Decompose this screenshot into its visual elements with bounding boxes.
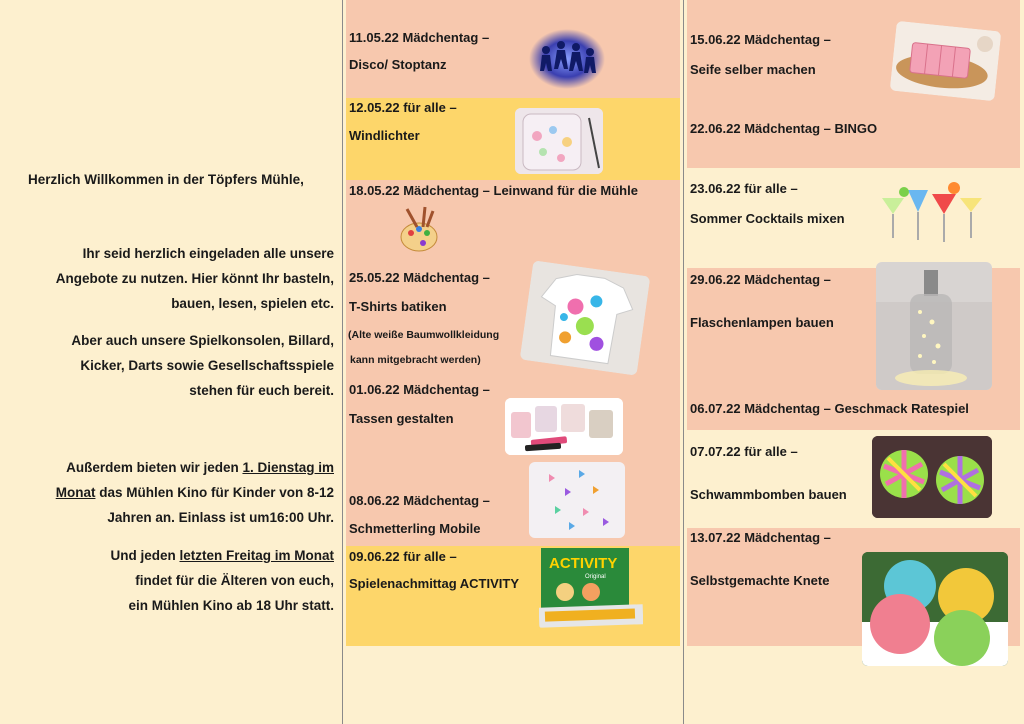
event-band-pink [346, 0, 680, 98]
kino-older-line3: ein Mühlen Kino ab 18 Uhr statt. [128, 598, 334, 613]
event-date: 13.07.22 Mädchentag – [690, 530, 831, 545]
activity-sub: Original [585, 574, 606, 580]
event-title: Seife selber machen [690, 62, 816, 77]
event-date: 08.06.22 Mädchentag – [349, 493, 490, 508]
event-date: 12.05.22 für alle – [349, 100, 457, 115]
event-title: T-Shirts batiken [349, 299, 447, 314]
right-panel [684, 0, 1024, 724]
welcome-title: Herzlich Willkommen in der Töpfers Mühle, [28, 172, 304, 187]
paint-palette-icon [397, 203, 443, 259]
consoles-line: stehen für euch bereit. [189, 383, 334, 398]
event-date: 11.05.22 Mädchentag – [349, 30, 490, 45]
event-date: 23.06.22 für alle – [690, 181, 798, 196]
event-note: (Alte weiße Baumwollkleidung [348, 329, 500, 341]
event-date: 01.06.22 Mädchentag – [349, 382, 490, 397]
event-title: Windlichter [349, 128, 420, 143]
activity-logo: ACTIVITY [549, 555, 618, 572]
disco-dancers-image [528, 25, 606, 90]
event-title: 22.06.22 Mädchentag – BINGO [690, 121, 878, 136]
event-title: Spielenachmittag ACTIVITY [349, 576, 519, 591]
event-title: 18.05.22 Mädchentag – Leinwand für die Mühle [349, 183, 638, 198]
consoles-line: Kicker, Darts sowie Gesellschaftsspiele [80, 358, 334, 373]
butterfly-mobile-image [529, 462, 625, 538]
bottle-lamp-image [876, 262, 992, 390]
kino-kids-paragraph [56, 455, 334, 530]
kino-older-line1: Und jeden letzten Freitag im Monat [110, 548, 334, 563]
event-date: 25.05.22 Mädchentag – [349, 270, 490, 285]
tie-dye-shirt-image [520, 260, 651, 375]
middle-panel [343, 0, 682, 724]
kino-older-line2: findet für die Älteren von euch, [135, 573, 334, 588]
intro-line: Angebote zu nutzen. Hier könnt Ihr basteln, [55, 271, 334, 286]
event-title: Flaschenlampen bauen [690, 315, 834, 330]
kino-older-paragraph [110, 543, 334, 618]
consoles-line: Aber auch unsere Spielkonsolen, Billard, [71, 333, 334, 348]
event-title: Disco/ Stoptanz [349, 57, 447, 72]
sponge-bombs-image [872, 436, 992, 518]
event-date: 15.06.22 Mädchentag – [690, 32, 831, 47]
left-panel [0, 0, 342, 724]
event-title: 06.07.22 Mädchentag – Geschmack Ratespiel [690, 401, 969, 416]
event-date: 29.06.22 Mädchentag – [690, 272, 831, 287]
event-note: kann mitgebracht werden) [350, 354, 481, 366]
painted-mugs-image [505, 398, 623, 455]
event-date: 07.07.22 für alle – [690, 444, 798, 459]
lantern-jar-image [515, 108, 603, 174]
event-date: 09.06.22 für alle – [349, 549, 457, 564]
event-title: Tassen gestalten [349, 411, 454, 426]
playdough-balls-image [862, 552, 1008, 666]
kino-kids-line3: Jahren an. Einlass ist um16:00 Uhr. [107, 510, 334, 525]
cocktail-glasses-image [876, 178, 991, 250]
event-title: Selbstgemachte Knete [690, 573, 830, 588]
intro-line: bauen, lesen, spielen etc. [171, 296, 334, 311]
event-title: Schmetterling Mobile [349, 521, 481, 536]
kino-kids-line1: Außerdem bieten wir jeden 1. Dienstag im [66, 460, 334, 475]
intro-line: Ihr seid herzlich eingeladen alle unsere [82, 246, 334, 261]
kino-kids-line2: Monat das Mühlen Kino für Kinder von 8-12 [55, 485, 334, 500]
intro-paragraph [56, 241, 334, 316]
event-title: Sommer Cocktails mixen [690, 211, 845, 226]
activity-game-box-image [539, 546, 643, 628]
consoles-paragraph [71, 328, 334, 403]
event-title: Schwammbomben bauen [690, 487, 847, 502]
soap-bars-image [890, 21, 1002, 102]
